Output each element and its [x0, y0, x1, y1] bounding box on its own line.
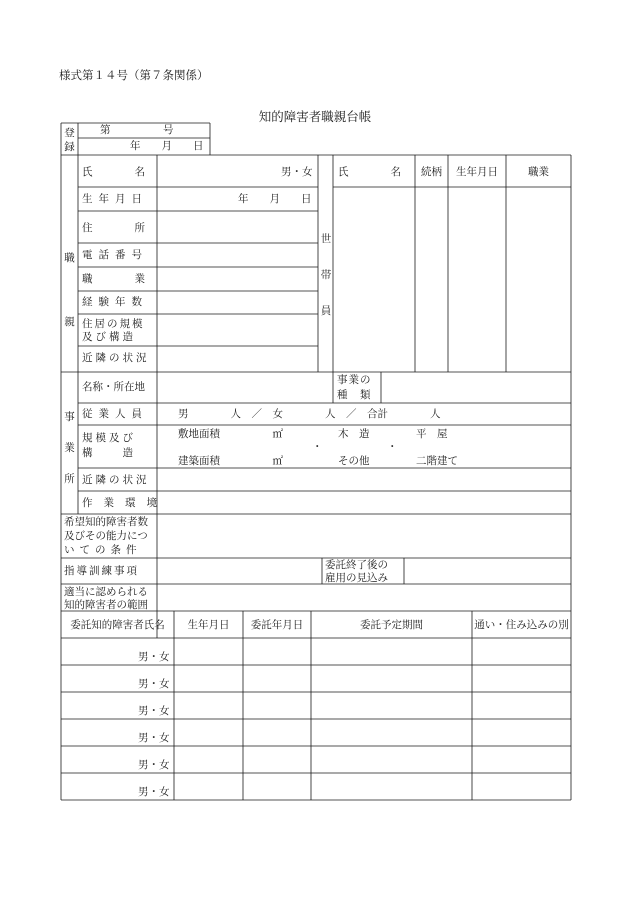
shokuoya-sex[interactable]: 男・女 — [281, 166, 313, 178]
business-dot-1: ・ — [312, 441, 323, 453]
commission-col-period: 委託予定期間 — [360, 619, 423, 631]
business-employees-label: 従業人員 — [82, 408, 148, 420]
business-employees-value[interactable]: 男 人 ／ 女 人 ／ 合計 人 — [178, 408, 441, 420]
shokuoya-neighborhood-label: 近隣の状況 — [82, 352, 150, 364]
shokuoya-housing-label-2: 及び構造 — [82, 331, 136, 343]
contract-end-label-1: 委託終了後の — [325, 559, 388, 571]
registration-label: 登録 — [64, 127, 75, 153]
commission-row-sex[interactable]: 男・女 — [138, 705, 170, 717]
commission-row-sex[interactable]: 男・女 — [138, 732, 170, 744]
business-single-story[interactable]: 平 屋 — [416, 428, 448, 440]
household-col-occupation: 職業 — [528, 166, 549, 178]
shokuoya-dob-label: 生年月日 — [82, 193, 148, 205]
business-dot-2: ・ — [387, 441, 398, 453]
business-type-label-1: 事業の — [337, 374, 372, 386]
contract-end-label-2: 雇用の見込み — [325, 572, 388, 584]
shokuoya-dob-value[interactable]: 年 月 日 — [238, 193, 312, 205]
commission-col-name: 委託知的障害者氏名 — [70, 619, 165, 631]
business-site-area[interactable]: 敷地面積 ㎡ — [178, 428, 283, 440]
shokuoya-occupation-label: 職 業 — [82, 273, 145, 285]
form-number-header: 様式第１４号（第７条関係） — [59, 68, 209, 82]
business-name-loc-label: 名称・所在地 — [82, 381, 145, 393]
guidance-label: 指導訓練事項 — [64, 565, 139, 577]
shokuoya-address-label: 住 所 — [82, 222, 145, 234]
desired-label-3: いての条件 — [64, 544, 142, 556]
commission-row-sex[interactable]: 男・女 — [138, 759, 170, 771]
business-scale-label-2: 構 造 — [82, 447, 136, 459]
commission-col-date: 委託年月日 — [250, 619, 304, 631]
commission-col-dob: 生年月日 — [187, 619, 230, 631]
page-title: 知的障害者職親台帳 — [258, 109, 372, 124]
shokuoya-experience-label: 経験年数 — [82, 296, 148, 308]
appropriate-label-1: 適当に認められる — [64, 586, 148, 598]
business-building-area[interactable]: 建築面積 ㎡ — [178, 455, 283, 467]
commission-row-sex[interactable]: 男・女 — [138, 786, 170, 798]
household-col-name: 氏 名 — [338, 166, 401, 178]
business-group-label: 事業所 — [64, 411, 75, 485]
business-other[interactable]: その他 — [338, 455, 370, 467]
household-col-dob: 生年月日 — [456, 166, 498, 178]
shokuoya-name-label: 氏 名 — [82, 166, 145, 178]
appropriate-label-2: 知的障害者の範囲 — [64, 599, 148, 611]
business-scale-label-1: 規模及び — [82, 432, 136, 444]
desired-label-2: 及びその能力につ — [64, 530, 148, 542]
shokuoya-group-label: 職親 — [64, 252, 75, 328]
business-wooden[interactable]: 木 造 — [338, 428, 370, 440]
registration-number[interactable]: 第 号 — [100, 124, 174, 136]
commission-row-sex[interactable]: 男・女 — [138, 651, 170, 663]
shokuoya-housing-label-1: 住居の規模 — [82, 318, 145, 330]
registration-date[interactable]: 年 月 日 — [130, 140, 204, 152]
business-environment-label: 作業環境 — [82, 497, 168, 509]
commission-row-sex[interactable]: 男・女 — [138, 678, 170, 690]
commission-col-commute: 通い・住み込みの別 — [474, 619, 569, 631]
business-two-story[interactable]: 二階建て — [416, 455, 458, 467]
shokuoya-phone-label: 電話番号 — [82, 249, 148, 261]
desired-label-1: 希望知的障害者数 — [64, 516, 148, 528]
business-type-label-2: 種 類 — [337, 389, 372, 401]
business-neighborhood-label: 近隣の状況 — [82, 474, 150, 486]
household-col-relation: 続柄 — [421, 166, 442, 178]
household-label: 世帯員 — [320, 233, 332, 317]
